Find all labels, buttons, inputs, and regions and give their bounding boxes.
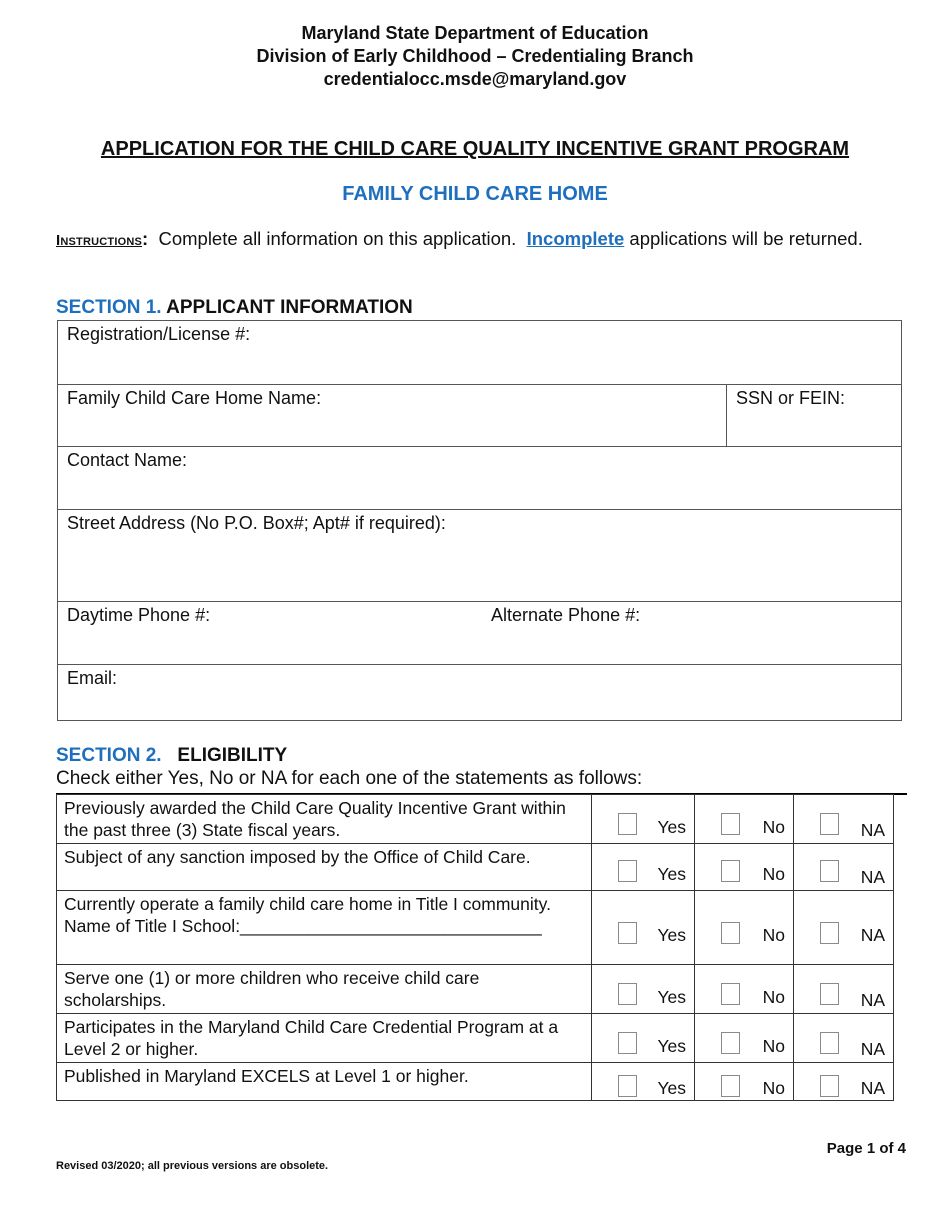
yes-label: Yes <box>657 987 686 1007</box>
contact-name-label: Contact Name: <box>67 450 188 470</box>
yes-checkbox[interactable] <box>618 922 637 944</box>
title1-school-line[interactable]: Name of Title I School:_______________________________ <box>64 916 542 936</box>
no-checkbox[interactable] <box>721 983 740 1005</box>
no-checkbox-cell[interactable] <box>695 1014 794 1063</box>
na-label: NA <box>860 1039 885 1059</box>
na-checkbox-cell[interactable] <box>794 1014 894 1063</box>
na-checkbox[interactable] <box>820 1075 839 1097</box>
incomplete-link[interactable]: Incomplete <box>526 228 625 249</box>
no-label: No <box>762 1036 785 1056</box>
no-checkbox[interactable] <box>721 1075 740 1097</box>
registration-field[interactable] <box>58 321 902 385</box>
no-checkbox[interactable] <box>721 1032 740 1054</box>
na-checkbox-cell[interactable] <box>794 795 894 844</box>
section2-number: SECTION 2. <box>56 745 162 766</box>
yes-checkbox[interactable] <box>618 813 637 835</box>
instructions <box>56 227 896 252</box>
no-checkbox[interactable] <box>721 922 740 944</box>
no-checkbox-cell[interactable] <box>695 844 794 891</box>
statement-cell <box>57 891 592 965</box>
yes-checkbox-cell[interactable] <box>592 965 695 1014</box>
street-address-field[interactable] <box>58 510 902 602</box>
na-checkbox[interactable] <box>820 813 839 835</box>
statement-cell: Published in Maryland EXCELS at Level 1 or higher. <box>57 1063 592 1101</box>
na-checkbox-cell[interactable] <box>794 965 894 1014</box>
na-checkbox-cell[interactable] <box>794 1063 894 1101</box>
section2-title: ELIGIBILITY <box>161 745 288 766</box>
revision-note: Revised 03/2020; all previous versions are obsolete. <box>56 1160 329 1172</box>
table-row <box>57 1014 894 1063</box>
no-label: No <box>762 817 785 837</box>
na-label: NA <box>860 1078 885 1098</box>
table-row <box>57 965 894 1014</box>
statement-cell: Serve one (1) or more children who receive child care scholarships. <box>57 965 592 1014</box>
contact-name-field[interactable] <box>58 447 902 510</box>
section1-number: SECTION 1. <box>56 297 162 318</box>
header-division: Division of Early Childhood – Credentialing Branch <box>256 46 694 66</box>
no-label: No <box>762 925 785 945</box>
eligibility-table <box>56 794 894 1101</box>
header-email[interactable]: credentialocc.msde@maryland.gov <box>323 69 627 89</box>
yes-label: Yes <box>657 1078 686 1098</box>
statement-cell: Participates in the Maryland Child Care Credential Program at a Level 2 or higher. <box>57 1014 592 1063</box>
home-name-field[interactable] <box>58 385 727 447</box>
yes-checkbox-cell[interactable] <box>592 795 695 844</box>
table-row <box>57 1063 894 1101</box>
instructions-label: Instructions <box>56 232 143 249</box>
yes-label: Yes <box>657 1036 686 1056</box>
table-row <box>57 795 894 844</box>
ssn-field[interactable] <box>727 385 902 447</box>
statement-text: Currently operate a family child care home in Title I community. <box>64 894 551 914</box>
na-checkbox-cell[interactable] <box>794 844 894 891</box>
yes-checkbox-cell[interactable] <box>592 844 695 891</box>
section1-heading <box>56 297 413 319</box>
no-checkbox[interactable] <box>721 860 740 882</box>
page-title: APPLICATION FOR THE CHILD CARE QUALITY INCENTIVE GRANT PROGRAM <box>100 138 850 160</box>
yes-checkbox[interactable] <box>618 983 637 1005</box>
no-label: No <box>762 1078 785 1098</box>
alternate-phone-label[interactable]: Alternate Phone #: <box>491 605 641 625</box>
na-label: NA <box>860 990 885 1010</box>
no-checkbox[interactable] <box>721 813 740 835</box>
no-checkbox-cell[interactable] <box>695 965 794 1014</box>
home-name-label: Family Child Care Home Name: <box>67 388 322 408</box>
no-checkbox-cell[interactable] <box>695 891 794 965</box>
table-row <box>57 891 894 965</box>
page-number: Page 1 of 4 <box>826 1140 906 1157</box>
document-header <box>0 22 950 91</box>
instructions-colon: : <box>142 228 149 249</box>
na-label: NA <box>860 925 885 945</box>
na-checkbox[interactable] <box>820 983 839 1005</box>
ssn-label: SSN or FEIN: <box>736 388 846 408</box>
statement-cell: Subject of any sanction imposed by the Office of Child Care. <box>57 844 592 891</box>
email-label: Email: <box>67 668 118 688</box>
na-checkbox[interactable] <box>820 860 839 882</box>
na-label: NA <box>860 867 885 887</box>
section1-title: APPLICANT INFORMATION <box>161 297 413 318</box>
yes-label: Yes <box>657 864 686 884</box>
yes-checkbox[interactable] <box>618 1032 637 1054</box>
no-label: No <box>762 987 785 1007</box>
instructions-text: Complete all information on this application. <box>148 228 527 249</box>
registration-label: Registration/License #: <box>67 324 251 344</box>
email-field[interactable] <box>58 665 902 721</box>
yes-checkbox-cell[interactable] <box>592 891 695 965</box>
table-row <box>57 844 894 891</box>
na-checkbox[interactable] <box>820 1032 839 1054</box>
applicant-info-table <box>57 320 902 721</box>
yes-checkbox[interactable] <box>618 1075 637 1097</box>
yes-label: Yes <box>657 817 686 837</box>
phone-row <box>58 602 902 665</box>
section2-heading <box>56 745 287 767</box>
na-checkbox-cell[interactable] <box>794 891 894 965</box>
statement-cell: Previously awarded the Child Care Quality Incentive Grant within the past three (3) State fiscal years. <box>57 795 592 844</box>
yes-label: Yes <box>657 925 686 945</box>
yes-checkbox[interactable] <box>618 860 637 882</box>
yes-checkbox-cell[interactable] <box>592 1014 695 1063</box>
no-checkbox-cell[interactable] <box>695 1063 794 1101</box>
yes-checkbox-cell[interactable] <box>592 1063 695 1101</box>
daytime-phone-label[interactable]: Daytime Phone #: <box>67 605 211 625</box>
header-agency: Maryland State Department of Education <box>301 23 649 43</box>
no-label: No <box>762 864 785 884</box>
street-address-label: Street Address (No P.O. Box#; Apt# if required): <box>67 513 446 533</box>
instructions-text-after: applications will be returned. <box>624 228 863 249</box>
no-checkbox-cell[interactable] <box>695 795 794 844</box>
na-checkbox[interactable] <box>820 922 839 944</box>
page-subtitle: FAMILY CHILD CARE HOME <box>342 183 608 205</box>
section2-note: Check either Yes, No or NA for each one of the statements as follows: <box>56 768 643 789</box>
na-label: NA <box>860 820 885 840</box>
